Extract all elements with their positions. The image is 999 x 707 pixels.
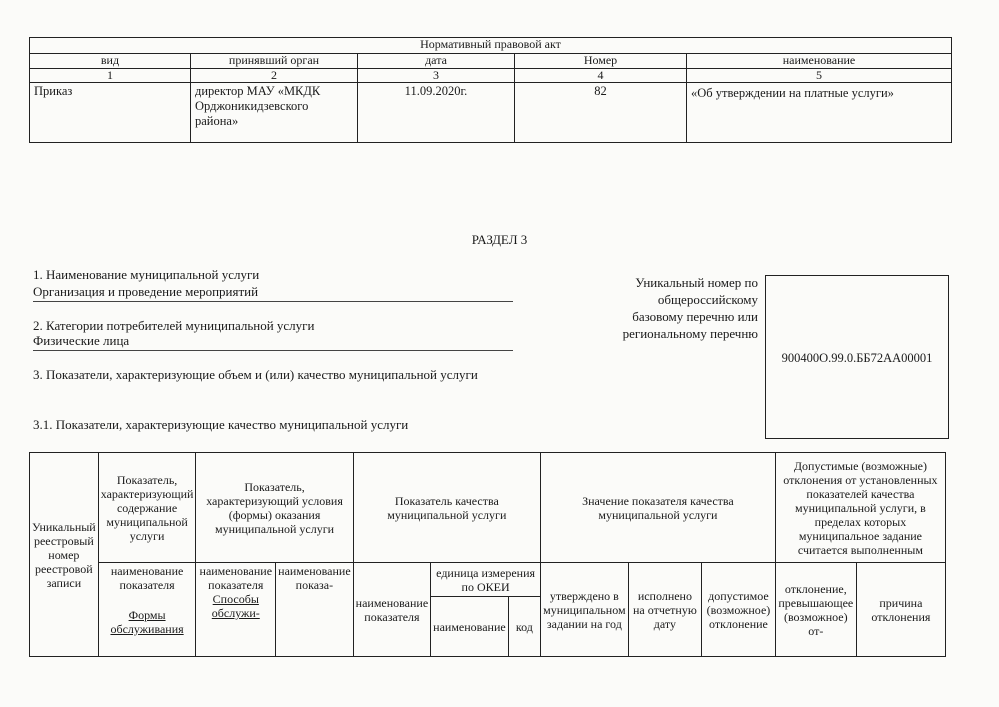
item1-value: Организация и проведение мероприятий [33, 284, 259, 299]
sub-content-name [98, 563, 196, 657]
sub-cond1-name-text: наименование показателя [199, 564, 273, 592]
act-header-organ: принявший орган [191, 54, 358, 69]
sub-unit-okei: единица измерения по ОКЕИ [431, 563, 541, 597]
act-header-type: вид [30, 54, 191, 69]
sub-exceed: отклонение, превышающее (возможное) от- [775, 563, 856, 657]
sub-allowed: допустимое (возможное) отклонение [702, 563, 776, 657]
col-allowed-deviation: Допустимые (возможные) отклонения от установленных показателей качества муниципальной услуги, в пределах которых муниципальное задание считается выполненным [775, 453, 945, 563]
act-type: Приказ [30, 83, 191, 143]
sub-cond2-name: наименование показа- [276, 563, 354, 657]
act-header-number: Номер [515, 54, 687, 69]
act-header-name: наименование [687, 54, 952, 69]
act-num-3: 3 [358, 69, 515, 83]
sub-done: исполнено на отчетную дату [628, 563, 701, 657]
sub-unit-name: наименование [431, 597, 509, 657]
sub-quality-name: наименование показателя [353, 563, 431, 657]
item2-underline [33, 350, 513, 351]
act-num-1: 1 [30, 69, 191, 83]
act-num-4: 4 [515, 69, 687, 83]
section-title: РАЗДЕЛ 3 [471, 232, 528, 247]
col-content-indicator: Показатель, характеризующий содержание муниципальной услуги [98, 453, 196, 563]
sub-approved: утверждено в муниципальном задании на год [541, 563, 629, 657]
item31-label: 3.1. Показатели, характеризующие качество муниципальной услуги [33, 417, 409, 432]
col-quality-indicator: Показатель качества муниципальной услуги [353, 453, 540, 563]
sub-unit-code: код [508, 597, 540, 657]
sub-cond1-value: Способы обслужи- [211, 592, 260, 620]
item1-underline [33, 301, 513, 302]
act-organ: директор МАУ «МКДК Орджоникидзевского района» [191, 83, 358, 143]
act-date: 11.09.2020г. [358, 83, 515, 143]
unique-number-box [765, 275, 949, 439]
item2-value: Физические лица [33, 333, 130, 348]
col-unique-register: Уникальный реестровый номер реестровой записи [30, 453, 99, 657]
unique-number-value: 900400О.99.0.ББ72АА00001 [781, 351, 933, 365]
item2-label: 2. Категории потребителей муниципальной услуги [33, 318, 315, 333]
legal-act-table [29, 37, 952, 143]
sub-cond1-name [196, 563, 276, 657]
act-table-title: Нормативный правовой акт [30, 38, 952, 54]
act-num-2: 2 [191, 69, 358, 83]
sub-content-name-text: наименование показателя [110, 564, 184, 592]
act-number: 82 [515, 83, 687, 143]
act-header-date: дата [358, 54, 515, 69]
unique-number-label: Уникальный номер по общероссийскому базовому перечню или региональному перечню [622, 275, 758, 341]
quality-table [29, 452, 946, 657]
sub-content-value: Формы обслуживания [110, 608, 184, 636]
act-num-5: 5 [687, 69, 952, 83]
item3-label: 3. Показатели, характеризующие объем и (или) качество муниципальной услуги [33, 367, 478, 382]
sub-reason: причина отклонения [856, 563, 945, 657]
act-name: «Об утверждении на платные услуги» [687, 83, 952, 143]
col-conditions-indicator: Показатель, характеризующий условия (формы) оказания муниципальной услуги [196, 453, 353, 563]
col-quality-value: Значение показателя качества муниципальной услуги [541, 453, 776, 563]
item1-label: 1. Наименование муниципальной услуги [33, 267, 260, 282]
